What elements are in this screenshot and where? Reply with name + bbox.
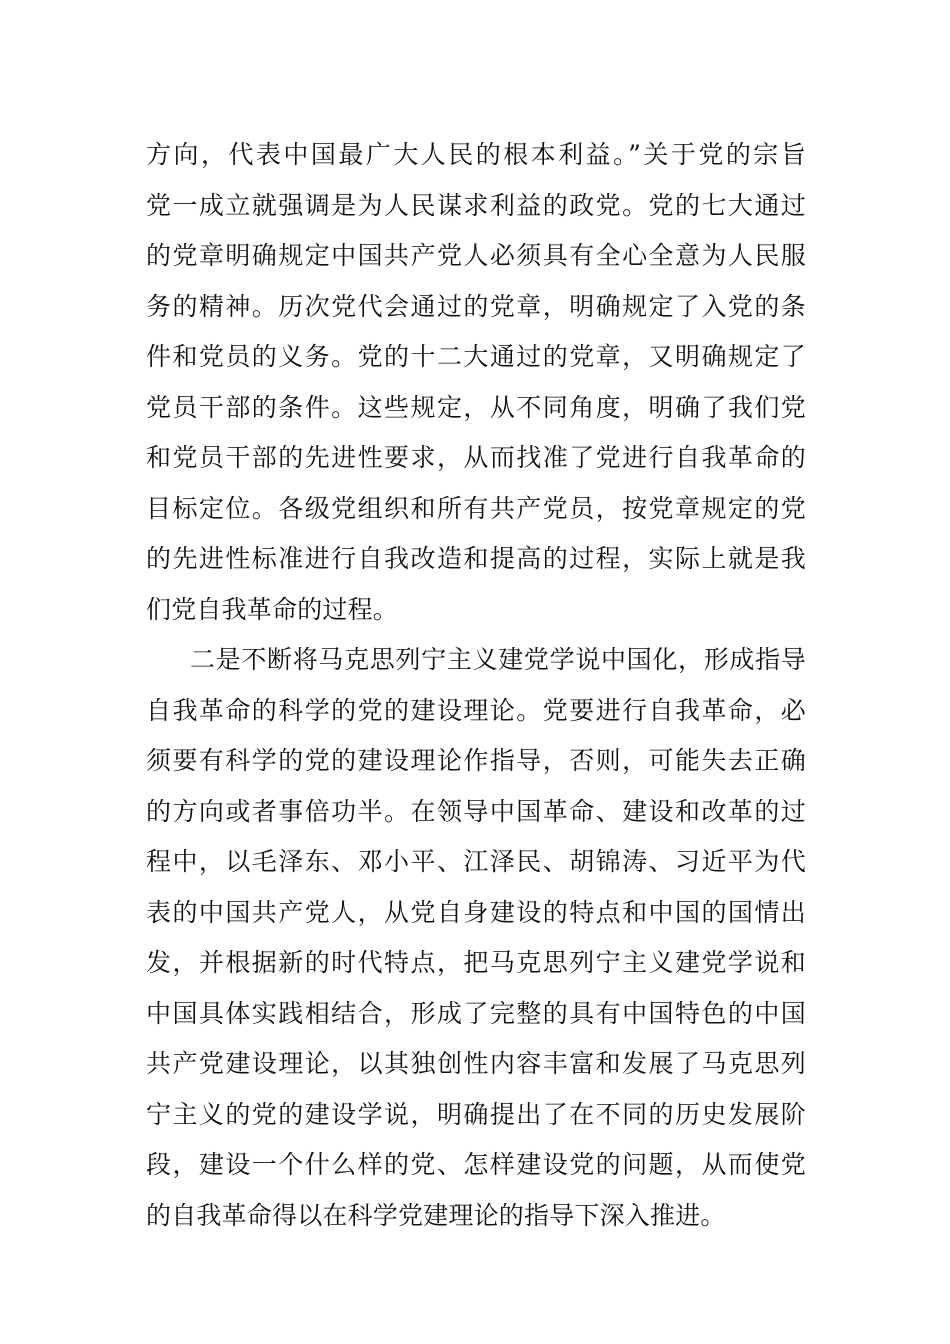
text-line: 的自我革命得以在科学党建理论的指导下深入推进。: [146, 1200, 726, 1230]
paragraph-2: [146, 635, 806, 1241]
text-line: 党一成立就强调是为人民谋求利益的政党。党的七大通过: [146, 190, 806, 220]
text-line: 件和党员的义务。党的十二大通过的党章，又明确规定了: [146, 342, 806, 371]
paragraph-1: [146, 130, 806, 635]
text-line: 方向，代表中国最广大人民的根本利益。”关于党的宗旨: [146, 140, 806, 169]
text-line: 党员干部的条件。这些规定，从不同角度，明确了我们党: [146, 392, 806, 422]
text-line: 们党自我革命的过程。: [146, 594, 399, 624]
text-line: 目标定位。各级党组织和所有共产党员，按党章规定的党: [146, 493, 806, 523]
text-line: 表的中国共产党人，从党自身建设的特点和中国的国情出: [146, 897, 806, 927]
text-line: 共产党建设理论，以其独创性内容丰富和发展了马克思列: [146, 1049, 806, 1078]
text-line: 的党章明确规定中国共产党人必须具有全心全意为人民服: [146, 241, 806, 270]
text-line: 中国具体实践相结合，形成了完整的具有中国特色的中国: [146, 998, 806, 1028]
text-line: 务的精神。历次党代会通过的党章，明确规定了入党的条: [146, 291, 806, 321]
text-line: 须要有科学的党的建设理论作指导，否则，可能失去正确: [146, 746, 806, 775]
body-text: [146, 130, 806, 1241]
text-line: 的方向或者事倍功半。在领导中国革命、建设和改革的过: [146, 796, 806, 826]
text-line: 段，建设一个什么样的党、怎样建设党的问题，从而使党: [146, 1150, 806, 1179]
text-line: 程中，以毛泽东、邓小平、江泽民、胡锦涛、习近平为代: [146, 847, 806, 876]
text-line: 和党员干部的先进性要求，从而找准了党进行自我革命的: [146, 443, 806, 472]
text-line: 二是不断将马克思列宁主义建党学说中国化，形成指导: [190, 645, 806, 674]
text-line: 自我革命的科学的党的建设理论。党要进行自我革命，必: [146, 695, 806, 725]
text-line: 发，并根据新的时代特点，把马克思列宁主义建党学说和: [146, 948, 806, 977]
text-line: 的先进性标准进行自我改造和提高的过程，实际上就是我: [146, 544, 806, 573]
text-line: 宁主义的党的建设学说，明确提出了在不同的历史发展阶: [146, 1099, 806, 1129]
